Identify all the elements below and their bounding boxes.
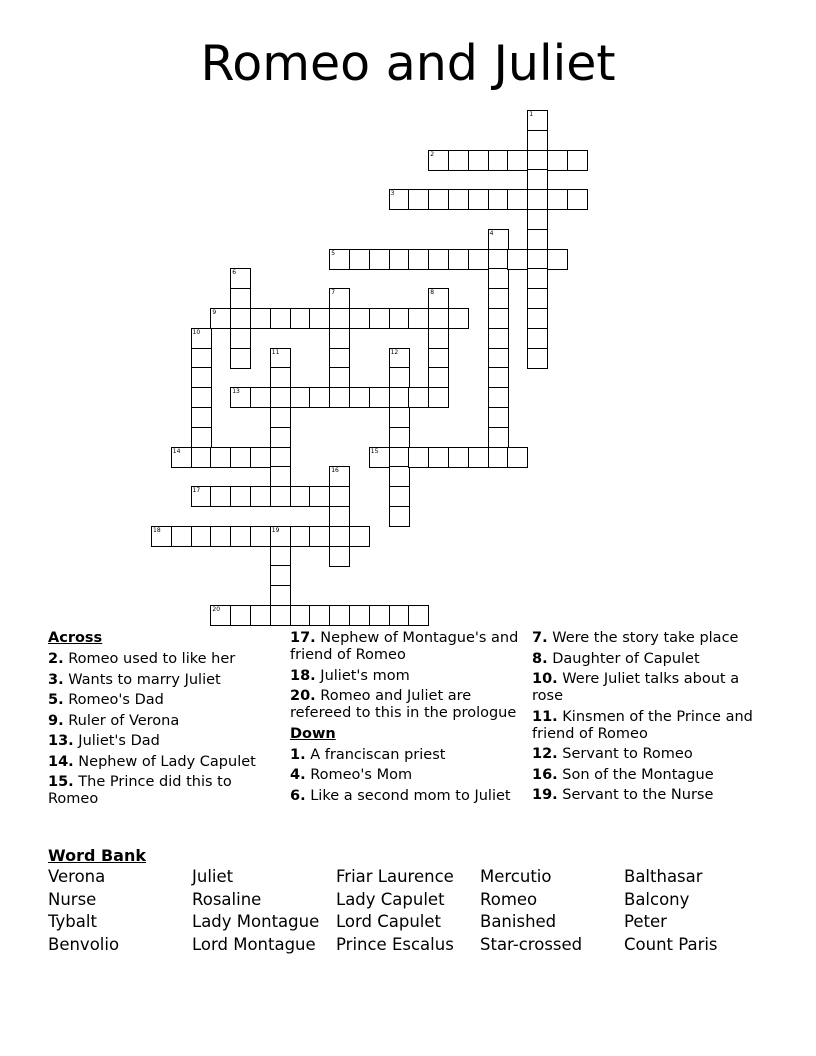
grid-cell[interactable] (507, 447, 528, 468)
clue-item (48, 672, 278, 689)
grid-cell[interactable] (230, 328, 251, 349)
grid-cell[interactable] (171, 526, 192, 547)
clue-number: 12 (390, 348, 399, 356)
grid-cell[interactable] (309, 486, 330, 507)
clue-heading: Down (290, 725, 336, 742)
grid-cell[interactable] (349, 308, 370, 329)
grid-cell[interactable] (488, 367, 509, 388)
grid-cell[interactable] (329, 466, 350, 487)
grid-cell[interactable] (507, 249, 528, 270)
grid-cell[interactable] (507, 150, 528, 171)
grid-cell[interactable] (369, 308, 390, 329)
word-bank-item: Banished (480, 912, 557, 931)
grid-cell[interactable] (270, 546, 291, 567)
grid-cell[interactable] (369, 387, 390, 408)
grid-cell[interactable] (448, 150, 469, 171)
grid-cell[interactable] (408, 605, 429, 626)
page-title: Romeo and Juliet (200, 35, 616, 92)
clue-item (290, 747, 520, 764)
clue-num: 17. (290, 630, 316, 646)
grid-cell[interactable] (547, 249, 568, 270)
grid-cell[interactable] (527, 328, 548, 349)
grid-cell[interactable] (309, 308, 330, 329)
grid-cell[interactable] (448, 447, 469, 468)
clue-text: Nephew of Montague's and friend of Romeo (290, 630, 519, 663)
clue-num: 9. (48, 712, 64, 729)
grid-cell[interactable] (329, 605, 350, 626)
grid-cell[interactable] (191, 526, 212, 547)
grid-cell[interactable] (527, 288, 548, 309)
clue-item (290, 668, 520, 685)
grid-cell[interactable] (329, 348, 350, 369)
clue-number: 10 (192, 328, 201, 336)
grid-cell[interactable] (329, 546, 350, 567)
grid-cell[interactable] (488, 229, 509, 250)
grid-cell[interactable] (468, 447, 489, 468)
grid-cell[interactable] (210, 526, 231, 547)
clue-item (532, 630, 762, 647)
grid-cell[interactable] (329, 387, 350, 408)
grid-cell[interactable] (290, 605, 311, 626)
clue-item (532, 651, 762, 668)
clue-num: 16. (532, 766, 558, 783)
clue-item (532, 787, 762, 804)
grid-cell[interactable] (448, 189, 469, 210)
clue-text: Ruler of Verona (68, 712, 180, 729)
grid-cell[interactable] (488, 328, 509, 349)
grid-cell[interactable] (230, 288, 251, 309)
clue-number: 19 (271, 526, 280, 534)
grid-cell[interactable] (191, 328, 212, 349)
grid-cell[interactable] (527, 249, 548, 270)
grid-cell[interactable] (507, 189, 528, 210)
clue-num: 20. (290, 688, 316, 704)
grid-cell[interactable] (290, 526, 311, 547)
clue-num: 14. (48, 753, 74, 770)
clue-item (532, 746, 762, 763)
clue-number: 2 (430, 150, 435, 158)
clue-text: Servant to Romeo (562, 746, 693, 762)
grid-cell[interactable] (270, 427, 291, 448)
grid-cell[interactable] (389, 387, 410, 408)
grid-cell[interactable] (270, 565, 291, 586)
clue-number: 20 (212, 606, 221, 613)
clue-text: Romeo's Mom (310, 767, 413, 783)
clue-text: Juliet's mom (320, 667, 410, 684)
word-bank-item: Star-crossed (480, 934, 583, 954)
word-bank-item: Juliet (192, 867, 234, 886)
word-bank-item: Peter (624, 912, 667, 931)
clue-num: 5. (48, 692, 64, 708)
grid-cell[interactable] (527, 209, 548, 230)
grid-cell[interactable] (270, 407, 291, 428)
grid-cell[interactable] (230, 268, 251, 289)
grid-cell[interactable] (408, 189, 429, 210)
grid-cell[interactable] (290, 308, 311, 329)
word-bank-item: Nurse (48, 889, 97, 909)
word-bank-heading: Word Bank (48, 846, 147, 865)
grid-cell[interactable] (389, 249, 410, 270)
grid-cell[interactable] (389, 486, 410, 507)
grid-cell[interactable] (428, 387, 449, 408)
grid-cell[interactable] (329, 506, 350, 527)
grid-cell[interactable] (329, 288, 350, 309)
word-bank-item: Balcony (624, 889, 690, 909)
clue-item (48, 713, 278, 730)
grid-cell[interactable] (408, 387, 429, 408)
clue-text: Nephew of Lady Capulet (78, 753, 256, 770)
clue-num: 13. (48, 733, 74, 749)
grid-cell[interactable] (329, 308, 350, 329)
word-bank-item: Count Paris (624, 934, 718, 954)
grid-cell[interactable] (428, 367, 449, 388)
clue-text: Servant to the Nurse (562, 787, 714, 803)
grid-cell[interactable] (369, 249, 390, 270)
clue-text: Wants to marry Juliet (68, 671, 221, 688)
word-bank-item: Lord Capulet (336, 912, 441, 931)
grid-cell[interactable] (191, 486, 212, 507)
grid-cell[interactable] (468, 189, 489, 210)
grid-cell[interactable] (389, 407, 410, 428)
grid-cell[interactable] (527, 150, 548, 171)
grid-cell[interactable] (428, 288, 449, 309)
grid-cell[interactable] (230, 387, 251, 408)
word-bank-item: Balthasar (624, 867, 703, 886)
grid-cell[interactable] (389, 348, 410, 369)
clue-column-3 (532, 630, 762, 808)
grid-cell[interactable] (270, 348, 291, 369)
clue-num: 3. (48, 671, 64, 688)
clue-text: Romeo and Juliet are refereed to this in the prologue (290, 688, 517, 721)
grid-cell[interactable] (329, 367, 350, 388)
grid-cell[interactable] (488, 387, 509, 408)
grid-cell[interactable] (369, 447, 390, 468)
grid-cell[interactable] (369, 605, 390, 626)
word-bank-item: Lady Capulet (336, 889, 445, 909)
clue-number: 4 (489, 229, 494, 237)
grid-cell[interactable] (408, 308, 429, 329)
grid-cell[interactable] (428, 348, 449, 369)
clue-item (532, 671, 762, 705)
clue-num: 8. (532, 650, 548, 667)
grid-cell[interactable] (468, 249, 489, 270)
word-bank-item: Benvolio (48, 934, 120, 954)
grid-cell[interactable] (428, 328, 449, 349)
clue-column-1 (48, 630, 278, 812)
grid-cell[interactable] (428, 308, 449, 329)
grid-cell[interactable] (488, 407, 509, 428)
clue-number: 5 (331, 249, 336, 257)
clue-item (290, 767, 520, 784)
grid-cell[interactable] (389, 506, 410, 527)
grid-cell[interactable] (191, 447, 212, 468)
grid-cell[interactable] (191, 367, 212, 388)
word-bank-item: Romeo (480, 889, 538, 909)
grid-cell[interactable] (408, 249, 429, 270)
clue-num: 15. (48, 774, 74, 790)
clue-column-2 (290, 630, 520, 808)
clue-text: Kinsmen of the Prince and friend of Romeo (532, 708, 753, 742)
grid-cell[interactable] (210, 447, 231, 468)
grid-cell[interactable] (527, 189, 548, 210)
grid-cell[interactable] (250, 387, 271, 408)
grid-cell[interactable] (547, 189, 568, 210)
grid-cell[interactable] (250, 486, 271, 507)
clue-num: 4. (290, 767, 306, 783)
clue-number: 11 (271, 348, 280, 356)
grid-cell[interactable] (527, 110, 548, 131)
grid-cell[interactable] (191, 348, 212, 369)
grid-cell[interactable] (488, 288, 509, 309)
word-bank-item: Friar Laurence (336, 867, 454, 886)
clue-text: Romeo's Dad (68, 692, 164, 708)
grid-cell[interactable] (488, 427, 509, 448)
clue-item (532, 767, 762, 784)
clue-num: 2. (48, 651, 64, 667)
grid-cell[interactable] (389, 308, 410, 329)
clue-number: 14 (172, 447, 181, 455)
grid-cell[interactable] (349, 605, 370, 626)
clue-number: 18 (153, 526, 161, 534)
clue-num: 19. (532, 787, 558, 803)
clue-number: 1 (529, 111, 534, 118)
grid-cell[interactable] (389, 447, 410, 468)
word-bank-item: Lord Montague (192, 934, 316, 954)
grid-cell[interactable] (527, 229, 548, 250)
clue-item (290, 688, 520, 722)
clue-item (532, 709, 762, 743)
grid-cell[interactable] (270, 585, 291, 606)
word-bank-item: Prince Escalus (336, 934, 454, 954)
grid-cell[interactable] (567, 189, 588, 210)
grid-cell[interactable] (527, 169, 548, 190)
grid-cell[interactable] (210, 308, 231, 329)
grid-cell[interactable] (230, 447, 251, 468)
grid-cell[interactable] (488, 150, 509, 171)
grid-cell[interactable] (448, 249, 469, 270)
clue-num: 6. (290, 787, 306, 804)
grid-cell[interactable] (527, 268, 548, 289)
grid-cell[interactable] (250, 447, 271, 468)
clue-item (48, 692, 278, 709)
clue-text: Romeo used to like her (68, 651, 236, 667)
clue-number: 8 (430, 289, 435, 297)
clue-num: 11. (532, 708, 558, 725)
grid-cell[interactable] (428, 447, 449, 468)
grid-cell[interactable] (309, 605, 330, 626)
grid-cell[interactable] (349, 387, 370, 408)
clue-item (48, 651, 278, 668)
clue-item (48, 754, 278, 771)
grid-cell[interactable] (270, 308, 291, 329)
grid-cell[interactable] (270, 526, 291, 547)
clue-text: Son of the Montague (562, 766, 714, 783)
word-bank-item: Tybalt (48, 912, 97, 931)
grid-cell[interactable] (468, 150, 489, 171)
word-bank-item: Mercutio (480, 867, 552, 886)
grid-cell[interactable] (290, 486, 311, 507)
grid-cell[interactable] (270, 447, 291, 468)
clue-text: Were Juliet talks about a rose (532, 671, 740, 704)
word-bank-item: Lady Montague (192, 912, 320, 931)
grid-cell[interactable] (349, 249, 370, 270)
clue-num: 1. (290, 746, 306, 763)
clue-num: 18. (290, 667, 316, 684)
grid-cell[interactable] (270, 387, 291, 408)
grid-cell[interactable] (389, 605, 410, 626)
clue-item (290, 788, 520, 805)
grid-cell[interactable] (230, 348, 251, 369)
clue-num: 7. (532, 630, 548, 646)
grid-cell[interactable] (527, 348, 548, 369)
grid-cell[interactable] (191, 427, 212, 448)
grid-cell[interactable] (329, 486, 350, 507)
grid-cell[interactable] (210, 605, 231, 626)
clue-heading: Across (48, 630, 103, 646)
word-bank-item: Rosaline (192, 889, 262, 909)
grid-cell[interactable] (527, 130, 548, 151)
grid-cell[interactable] (270, 367, 291, 388)
grid-cell[interactable] (270, 466, 291, 487)
grid-cell[interactable] (171, 447, 192, 468)
grid-cell[interactable] (349, 526, 370, 547)
grid-cell[interactable] (329, 526, 350, 547)
grid-cell[interactable] (567, 150, 588, 171)
grid-cell[interactable] (547, 150, 568, 171)
clue-text: Juliet's Dad (78, 733, 160, 749)
word-bank-item: Verona (48, 867, 106, 886)
grid-cell[interactable] (329, 328, 350, 349)
grid-cell[interactable] (230, 486, 251, 507)
clue-num: 10. (532, 671, 558, 687)
grid-cell[interactable] (250, 526, 271, 547)
grid-cell[interactable] (408, 447, 429, 468)
grid-cell[interactable] (488, 189, 509, 210)
clue-number: 15 (370, 447, 379, 455)
grid-cell[interactable] (191, 407, 212, 428)
word-bank (48, 867, 768, 957)
grid-cell[interactable] (527, 308, 548, 329)
grid-cell[interactable] (250, 605, 271, 626)
grid-cell[interactable] (428, 249, 449, 270)
grid-cell[interactable] (389, 427, 410, 448)
clue-number: 9 (212, 309, 217, 316)
clue-number: 13 (232, 388, 240, 396)
clue-item (48, 733, 278, 750)
grid-cell[interactable] (230, 605, 251, 626)
clue-text: A franciscan priest (310, 746, 446, 763)
clue-item (48, 774, 278, 808)
clue-text: The Prince did this to Romeo (48, 774, 232, 807)
grid-cell[interactable] (488, 308, 509, 329)
grid-cell[interactable] (428, 150, 449, 171)
grid-cell[interactable] (309, 387, 330, 408)
grid-cell[interactable] (488, 447, 509, 468)
clue-number: 7 (331, 289, 336, 297)
grid-cell[interactable] (270, 486, 291, 507)
clue-item (290, 630, 520, 664)
clue-text: Were the story take place (552, 630, 739, 646)
grid-cell[interactable] (488, 268, 509, 289)
grid-cell[interactable] (270, 605, 291, 626)
grid-cell[interactable] (448, 308, 469, 329)
grid-cell[interactable] (389, 466, 410, 487)
grid-cell[interactable] (230, 526, 251, 547)
grid-cell[interactable] (250, 308, 271, 329)
grid-cell[interactable] (488, 249, 509, 270)
clue-number: 6 (232, 269, 237, 277)
grid-cell[interactable] (210, 486, 231, 507)
grid-cell[interactable] (290, 387, 311, 408)
grid-cell[interactable] (428, 189, 449, 210)
clue-number: 17 (192, 487, 201, 495)
grid-cell[interactable] (309, 526, 330, 547)
grid-cell[interactable] (488, 348, 509, 369)
grid-cell[interactable] (389, 189, 410, 210)
grid-cell[interactable] (151, 526, 172, 547)
grid-cell[interactable] (389, 367, 410, 388)
clue-num: 12. (532, 746, 558, 762)
grid-cell[interactable] (329, 249, 350, 270)
grid-cell[interactable] (230, 308, 251, 329)
clue-text: Like a second mom to Juliet (310, 787, 511, 804)
grid-cell[interactable] (191, 387, 212, 408)
clue-number: 16 (331, 467, 339, 475)
clue-number: 3 (390, 190, 395, 198)
clue-text: Daughter of Capulet (552, 650, 700, 667)
